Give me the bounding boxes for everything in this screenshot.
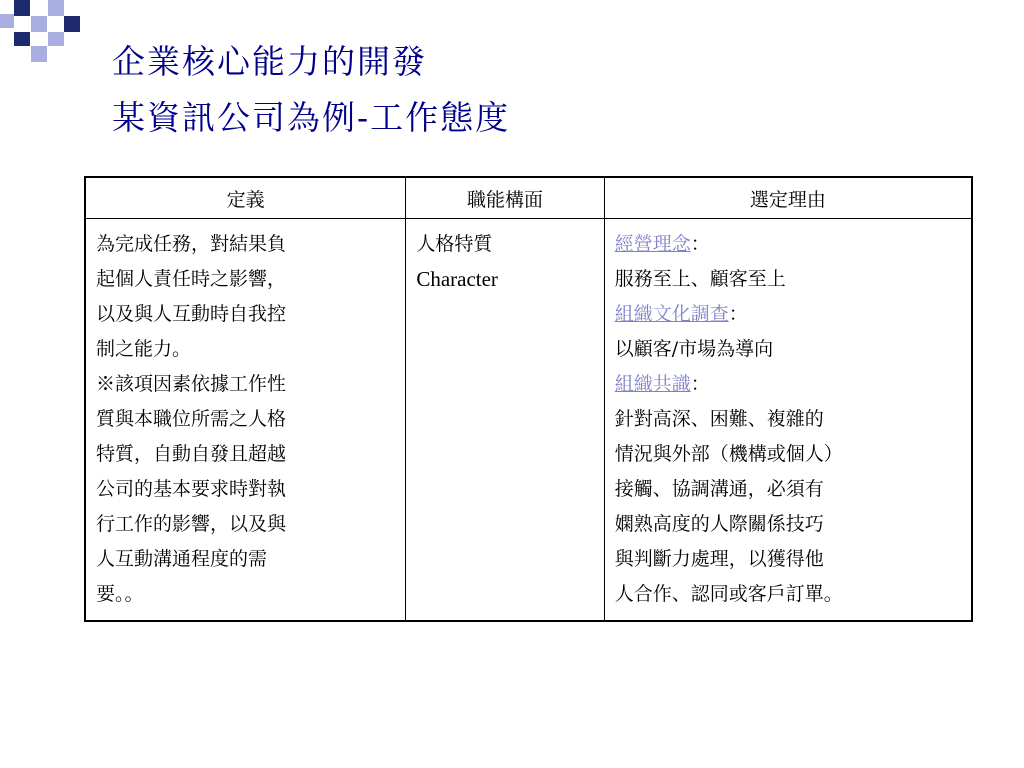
header-reason: 選定理由 (604, 177, 972, 219)
corner-decoration (0, 0, 80, 62)
reason-heading-consensus (615, 367, 965, 402)
colon: ： (728, 303, 748, 325)
reason-line: 以顧客/市場為導向 (614, 338, 774, 360)
reason-heading-culture-survey (615, 297, 965, 332)
definition-line: 行工作的影響，以及與 (96, 513, 287, 535)
table-row (85, 219, 972, 622)
link-culture-survey[interactable]: 組織文化調查 (614, 303, 729, 325)
definition-line: 人互動溝通程度的需 (96, 548, 268, 570)
colon: ： (690, 373, 710, 395)
slide-title (112, 34, 510, 146)
definition-line: 為完成任務，對結果負 (96, 233, 287, 255)
title-line-2: 某資訊公司為例-工作態度 (112, 98, 511, 137)
dimension-en: Character (416, 267, 498, 291)
definition-line: 以及與人互動時自我控 (96, 303, 287, 325)
definition-cell (85, 219, 406, 622)
definition-line: 要。。 (96, 583, 144, 605)
competency-table (84, 176, 973, 622)
definition-line: 特質，自動自發且超越 (96, 443, 287, 465)
link-management-philosophy[interactable]: 經營理念 (614, 233, 691, 255)
reason-line: 嫻熟高度的人際關係技巧 (614, 513, 824, 535)
table-header-row (85, 177, 972, 219)
dimension-cell (406, 219, 604, 622)
reason-line: 針對高深、困難、複雜的 (614, 408, 824, 430)
header-definition: 定義 (85, 177, 406, 219)
dimension-zh: 人格特質 (416, 233, 493, 255)
title-line-1: 企業核心能力的開發 (112, 42, 427, 81)
link-organizational-consensus[interactable]: 組織共識 (614, 373, 691, 395)
reason-line: 服務至上、顧客至上 (614, 268, 786, 290)
definition-line: 制之能力。 (96, 338, 192, 360)
reason-heading-management-philosophy (615, 227, 965, 262)
definition-line: 起個人責任時之影響， (96, 268, 287, 290)
definition-line: 公司的基本要求時對執 (96, 478, 287, 500)
reason-line: 與判斷力處理，以獲得他 (614, 548, 824, 570)
colon: ： (690, 233, 710, 255)
reason-line: 人合作、認同或客戶訂單。 (614, 583, 843, 605)
reason-line: 接觸、協調溝通，必須有 (614, 478, 824, 500)
definition-line: 質與本職位所需之人格 (96, 408, 287, 430)
reason-cell (604, 219, 972, 622)
definition-line: ※該項因素依據工作性 (96, 373, 287, 395)
reason-line: 情況與外部（機構或個人） (614, 443, 843, 465)
header-dimension: 職能構面 (406, 177, 604, 219)
